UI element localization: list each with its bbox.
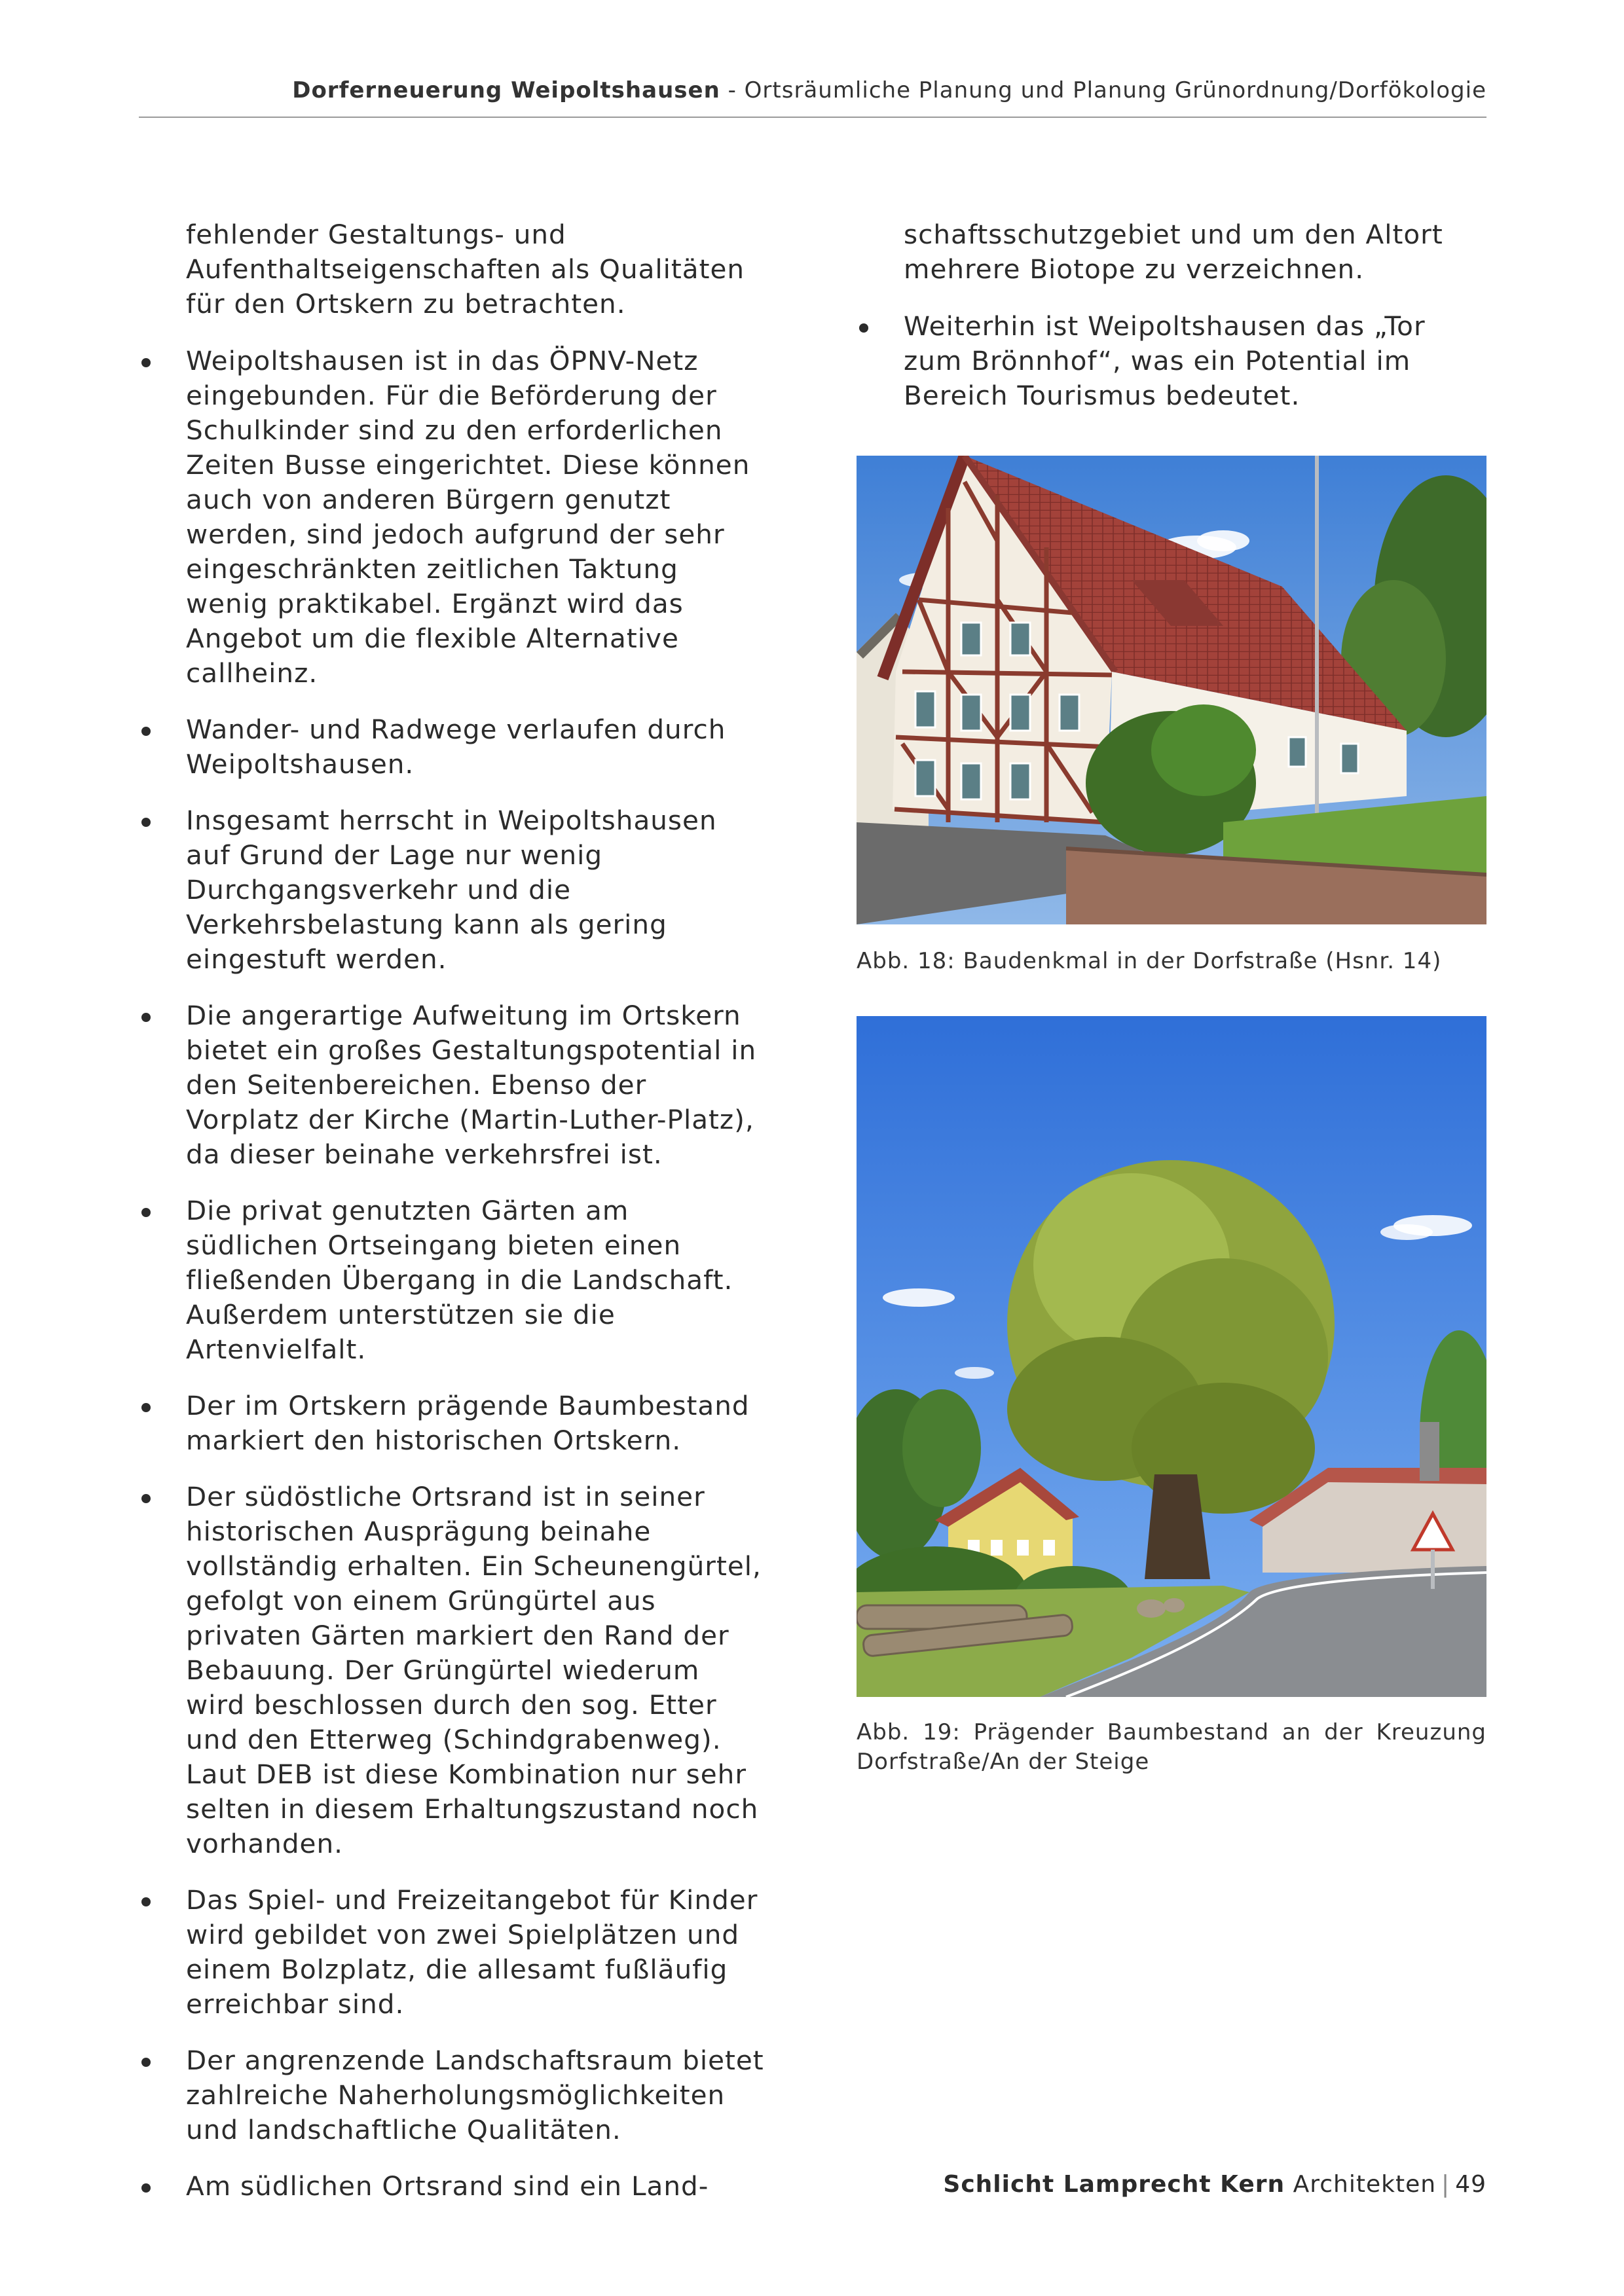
bullet-icon <box>859 323 868 333</box>
left-column <box>139 217 767 2225</box>
left-continuation-text: fehlender Gestaltungs- und Aufenthaltseigenschaften als Qualitäten für den Ortskern zu betrachten. <box>186 219 745 319</box>
list-item: Der im Ortskern prägende Baumbestand markiert den historischen Ortskern. <box>139 1389 767 1458</box>
figure-19-photo <box>857 1016 1486 1697</box>
footer-firm-rest: Architekten <box>1285 2171 1437 2198</box>
header-title-rest: - Ortsräumliche Planung und Planung Grünordnung/Dorfökologie <box>720 77 1486 103</box>
bullet-icon <box>141 1208 151 1217</box>
bullet-icon <box>141 1897 151 1906</box>
right-bullet-list <box>857 309 1486 413</box>
list-item: Der angrenzende Landschaftsraum bietet zahlreiche Naherholungsmöglichkeiten und landschaftliche Qualitäten. <box>139 2043 767 2147</box>
bullet-icon <box>141 1403 151 1412</box>
figure-18-caption: Abb. 18: Baudenkmal in der Dorfstraße (Hsnr. 14) <box>857 948 1442 974</box>
bullet-icon <box>141 2183 151 2193</box>
bullet-icon <box>141 2058 151 2067</box>
bullet-icon <box>141 818 151 827</box>
list-item: Insgesamt herrscht in Weipoltshausen auf Grund der Lage nur wenig Durchgangsverkehr und die Verkehrsbelastung kann als gering eingestuft werden. <box>139 803 767 977</box>
list-item: Weiterhin ist Weipoltshausen das „Tor zum Brönnhof“, was ein Potential im Bereich Tourismus bedeutet. <box>857 309 1486 413</box>
list-item: Der südöstliche Ortsrand ist in seiner historischen Ausprägung beinahe vollständig erhalten. Ein Scheunengürtel, gefolgt von einem Grüngürtel aus privaten Gärten markiert den Rand der Bebauung. Der Grüngürtel wiederum wird beschlossen durch den sog. Etter und den Etterweg (Schindgrabenweg). Laut DEB ist diese Kombination nur sehr selten in diesem Erhaltungszustand noch vorhanden. <box>139 1480 767 1861</box>
header-title-bold: Dorferneuerung Weipoltshausen <box>292 77 720 103</box>
bullet-icon <box>141 1013 151 1022</box>
footer-firm-bold: Schlicht Lamprecht Kern <box>943 2171 1285 2198</box>
left-bullet-list <box>139 344 767 2204</box>
list-item: Wander- und Radwege verlaufen durch Weipoltshausen. <box>139 712 767 782</box>
list-item: Die privat genutzten Gärten am südlichen Ortseingang bieten einen fließenden Übergang in die Landschaft. Außerdem unterstützen sie die Artenvielfalt. <box>139 1194 767 1367</box>
right-column <box>857 217 1486 435</box>
figure-18-photo <box>857 456 1486 924</box>
page-number: 49 <box>1455 2171 1486 2198</box>
list-item: Am südlichen Ortsrand sind ein Land- <box>139 2169 767 2204</box>
bullet-icon <box>141 358 151 367</box>
right-continuation-text: schaftsschutzgebiet und um den Altort mehrere Biotope zu verzeichnen. <box>904 219 1443 285</box>
bullet-icon <box>141 727 151 736</box>
footer-separator: | <box>1441 2171 1450 2198</box>
bullet-icon <box>141 1494 151 1503</box>
figure-19-caption: Abb. 19: Prägender Baumbestand an der Kreuzung Dorfstraße/An der Steige <box>857 1719 1486 1775</box>
page-header <box>139 77 1486 118</box>
page-footer <box>943 2171 1486 2198</box>
list-item: Das Spiel- und Freizeitangebot für Kinder wird gebildet von zwei Spielplätzen und einem Bolzplatz, die allesamt fußläufig erreichbar sind. <box>139 1883 767 2022</box>
list-item: Weipoltshausen ist in das ÖPNV-Netz eingebunden. Für die Beförderung der Schulkinder sind zu den erforderlichen Zeiten Busse eingerichtet. Diese können auch von anderen Bürgern genutzt werden, sind jedoch aufgrund der sehr eingeschränkten zeitlichen Taktung wenig praktikabel. Ergänzt wird das Angebot um die flexible Alternative callheinz. <box>139 344 767 691</box>
list-item: Die angerartige Aufweitung im Ortskern bietet ein großes Gestaltungspotential in den Seitenbereichen. Ebenso der Vorplatz der Kirche (Martin-Luther-Platz), da dieser beinahe verkehrsfrei ist. <box>139 998 767 1172</box>
